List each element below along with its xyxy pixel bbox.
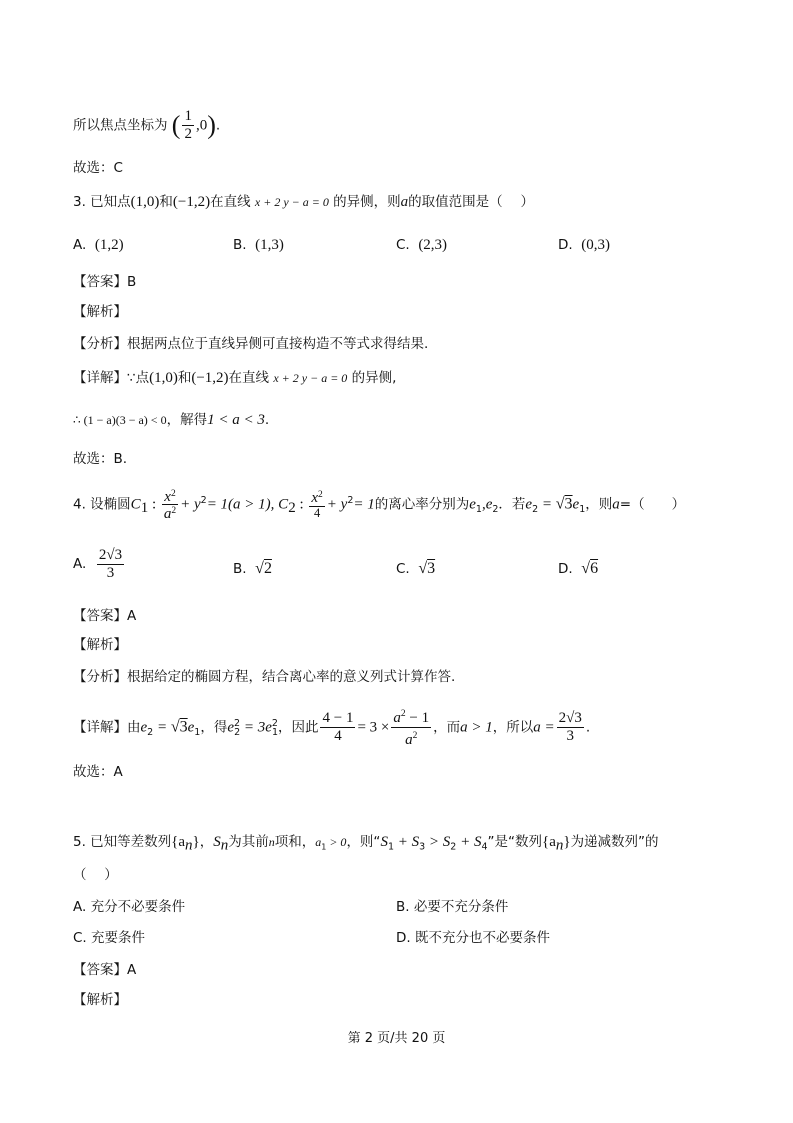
q4-option-a: A. $\frac{2√3}{3}$: [73, 546, 123, 581]
q3-inequality: ∴ (1 − a)(3 − a) < 0，解得1 < a < 3.: [73, 412, 270, 428]
choose-c: 故选：C: [73, 160, 123, 176]
focus-fraction: $\frac{1}{2}$: [184, 108, 192, 142]
q3-stem: 3. 已知点(1,0)和(−1,2)在直线 x + 2 y − a = 0 的异侧，则a的取值范围是（ ）: [73, 194, 534, 210]
q4-analysis-tag: 【解析】: [73, 637, 127, 653]
q4-answer: 【答案】A: [73, 608, 137, 624]
q3-analysis-tag: 【解析】: [73, 304, 127, 320]
q5-option-d: D. 既不充分也不必要条件: [396, 930, 550, 946]
q5-answer: 【答案】A: [73, 962, 137, 978]
q3-option-b: B. (1,3): [233, 237, 284, 253]
q4-option-d: D. √6: [558, 560, 599, 577]
q4-detail: 【详解】由$e_2 = √3e_1$，得$e^2_2 = 3e^2_1$，因此 $\frac{4 - 1}{4}$ = 3 × $\frac{a^2 - 1}{a^2}$ ，而a > 1，所以a = $\frac{2√3}{3}$ .: [73, 705, 590, 752]
q5-analysis-tag: 【解析】: [73, 992, 127, 1008]
q3-analysis: 【分析】根据两点位于直线异侧可直接构造不等式求得结果.: [73, 336, 429, 352]
page-footer: 第 2 页/共 20 页: [347, 1031, 446, 1046]
q4-choose: 故选：A: [73, 764, 123, 780]
q3-option-c: C. (2,3): [396, 237, 448, 253]
focus-line: 所以焦点坐标为 ( $\frac{1}{2}$ ,0).: [73, 108, 221, 142]
q5-paren: （ ）: [73, 867, 118, 883]
q4-analysis: 【分析】根据给定的椭圆方程，结合离心率的意义列式计算作答.: [73, 669, 456, 685]
q4-option-c: C. √3: [396, 560, 436, 577]
q5-option-b: B. 必要不充分条件: [396, 899, 509, 915]
q4-stem: 4. 设椭圆$C_1$ : $\frac{x^2}{a^2}$ + $y^2= 1(a > 1)$, $C_2$ : $\frac{x^2}{4}$ + $y^2= 1$的离心率分别为$e_1,e_2$．若$e_2 = √3e_1$，则a=（ ）: [73, 488, 686, 523]
focus-prefix: 所以焦点坐标为: [73, 117, 168, 134]
q5-option-a: A. 充分不必要条件: [73, 899, 186, 915]
q3-detail: 【详解】∵点(1,0)和(−1,2)在直线 x + 2 y − a = 0 的异侧,: [73, 370, 397, 386]
q3-choose: 故选：B.: [73, 451, 128, 467]
q3-answer: 【答案】B: [73, 274, 137, 290]
q3-option-a: A. (1,2): [73, 237, 124, 253]
q5-stem: 5. 已知等差数列$\{a_n\}$，$S_n$为其前n项和，$a_1 > 0$，则“$S_1 + S_3 > S_2 + S_4$”是“数列$\{a_n\}$为递减数列”的: [73, 834, 659, 854]
q5-option-c: C. 充要条件: [73, 930, 146, 946]
q3-option-d: D. (0,3): [558, 237, 611, 253]
q4-option-b: B. √2: [233, 560, 272, 577]
